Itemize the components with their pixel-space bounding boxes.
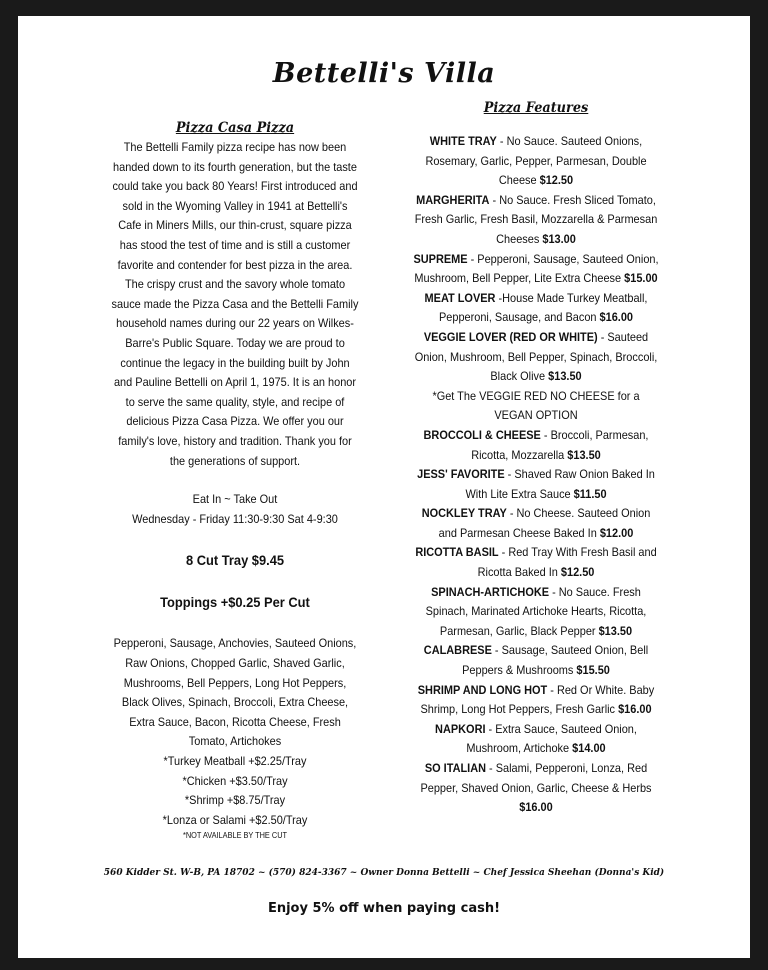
pizza-features-heading: Pizza Features bbox=[483, 100, 589, 116]
feature-name: NAPKORI bbox=[435, 721, 486, 736]
feature-desc: - Pepperoni, Sausage, Sauteed Onion, Mushroom, Bell Pepper, Lite Extra Cheese bbox=[414, 251, 659, 286]
feature-desc: - Broccoli, Parmesan, Ricotta, Mozzarella bbox=[471, 427, 649, 462]
feature-desc: - No Sauce. Sauteed Onions, Rosemary, Garlic, Pepper, Parmesan, Double Cheese bbox=[425, 134, 647, 188]
extra-chicken: *Chicken +$3.50/Tray bbox=[182, 773, 288, 788]
toppings-list: Pepperoni, Sausage, Anchovies, Sauteed Onions, Raw Onions, Chopped Garlic, Shaved Garlic, Mushrooms, Bell Peppers, Long Hot Peppers, Black Olives, Spinach, Broccoli, Extra Cheese, Extra Sauce, Bacon, Ricotta Cheese, Fresh Tomato, Artichokes bbox=[113, 636, 357, 749]
vegan-option-note bbox=[413, 387, 660, 426]
feature-price: $12.50 bbox=[539, 173, 574, 188]
feature-price: $15.00 bbox=[624, 271, 658, 286]
feature-price: $13.50 bbox=[567, 447, 601, 462]
feature-item bbox=[413, 641, 660, 680]
feature-price: $15.50 bbox=[576, 663, 610, 678]
feature-desc: -House Made Turkey Meatball, Pepperoni, Sausage, and Bacon bbox=[438, 290, 648, 325]
vegan-note-text: *Get The VEGGIE RED NO CHEESE for a VEGAN OPTION bbox=[432, 388, 640, 423]
pizza-casa-heading: Pizza Casa Pizza bbox=[175, 120, 295, 136]
feature-item bbox=[413, 681, 660, 720]
feature-name: MARGHERITA bbox=[416, 192, 490, 207]
feature-item bbox=[413, 328, 660, 387]
feature-item bbox=[413, 504, 660, 543]
feature-desc: - Sauteed Onion, Mushroom, Bell Pepper, Spinach, Broccoli, Black Olive bbox=[414, 329, 658, 384]
feature-price: $14.00 bbox=[572, 741, 606, 756]
feature-name: JESS' FAVORITE bbox=[417, 467, 505, 482]
eat-in-take-out: Eat In ~ Take Out bbox=[192, 492, 278, 507]
feature-name: CALABRESE bbox=[423, 643, 492, 658]
extra-lonza-salami: *Lonza or Salami +$2.50/Tray bbox=[162, 812, 308, 827]
feature-desc: - Red Or White. Baby Shrimp, Long Hot Peppers, Fresh Garlic bbox=[420, 682, 655, 717]
extra-turkey-meatball: *Turkey Meatball +$2.25/Tray bbox=[163, 754, 307, 769]
feature-name: NOCKLEY TRAY bbox=[421, 506, 507, 521]
feature-item bbox=[413, 759, 660, 818]
hours-text: Wednesday - Friday 11:30-9:30 Sat 4-9:30 bbox=[132, 511, 338, 526]
feature-price: $11.50 bbox=[573, 486, 607, 501]
toppings-heading: Toppings +$0.25 Per Cut bbox=[160, 593, 310, 610]
cash-discount-note: Enjoy 5% off when paying cash! bbox=[267, 901, 501, 916]
left-column bbox=[111, 118, 359, 842]
cut-tray-price: 8 Cut Tray $9.45 bbox=[185, 552, 285, 569]
feature-price: $16.00 bbox=[599, 310, 634, 325]
right-column bbox=[413, 98, 660, 818]
feature-item bbox=[413, 720, 660, 759]
feature-price: $13.50 bbox=[548, 369, 582, 384]
feature-price: $16.00 bbox=[618, 702, 652, 717]
menu-title: Bettelli's Villa bbox=[272, 58, 496, 89]
feature-name: SO ITALIAN bbox=[424, 761, 487, 775]
feature-item bbox=[413, 583, 660, 642]
feature-desc: - Sausage, Sauteed Onion, Bell Peppers & Mushrooms bbox=[462, 643, 649, 678]
feature-price: $13.00 bbox=[542, 231, 576, 246]
feature-item bbox=[413, 132, 660, 191]
feature-desc: - Shaved Raw Onion Baked In With Lite Extra Sauce bbox=[465, 467, 655, 501]
feature-item bbox=[413, 465, 660, 504]
history-paragraph: The Bettelli Family pizza recipe has now been handed down to its fourth generation, but the taste could take you back 80 Years! First introduced and sold in the Wyoming Valley in 1941 at Bettelli's Cafe in Miners Mills, our thin-crust, square pizza has stood the test of time and is still a customer favorite and contender for best pizza in the area. The crispy crust and the savory whole tomato sauce made the Pizza Casa and the Bettelli Family household names during our 22 years on Wilkes-Barre's Public Square. Today we are proud to continue the legacy in the building built by John and Pauline Bettelli on April 1, 1975. It is an honor to serve the same quality, style, and recipe of delicious Pizza Casa Pizza. We offer you our family's love, history and tradition. Thank you for the generations of support. bbox=[111, 140, 359, 468]
footer-address: 560 Kidder St. W-B, PA 18702 ~ (570) 824-3367 ~ Owner Donna Bettelli ~ Chef Jessica Sheehan (Donna's Kid) bbox=[103, 868, 665, 878]
feature-name: MEAT LOVER bbox=[424, 290, 496, 305]
not-available-note: *NOT AVAILABLE BY THE CUT bbox=[182, 831, 288, 841]
feature-name: SPINACH-ARTICHOKE bbox=[431, 584, 550, 599]
feature-name: VEGGIE LOVER (RED OR WHITE) bbox=[423, 329, 598, 344]
feature-item bbox=[413, 289, 660, 328]
menu-page bbox=[18, 16, 750, 958]
feature-name: WHITE TRAY bbox=[429, 134, 497, 148]
feature-desc: - Red Tray With Fresh Basil and Ricotta Baked In bbox=[477, 545, 657, 580]
feature-item bbox=[413, 191, 660, 250]
feature-name: BROCCOLI & CHEESE bbox=[423, 427, 541, 442]
feature-desc: - Extra Sauce, Sauteed Onion, Mushroom, Artichoke bbox=[466, 721, 637, 756]
feature-price: $13.50 bbox=[598, 623, 633, 638]
feature-price: $16.00 bbox=[519, 800, 553, 815]
feature-name: SUPREME bbox=[413, 251, 468, 266]
feature-price: $12.50 bbox=[560, 565, 595, 580]
feature-desc: - Salami, Pepperoni, Lonza, Red Pepper, Shaved Onion, Garlic, Cheese & Herbs bbox=[420, 761, 652, 795]
feature-item bbox=[413, 426, 660, 465]
feature-item bbox=[413, 250, 660, 289]
extra-shrimp: *Shrimp +$8.75/Tray bbox=[184, 793, 286, 808]
feature-price: $12.00 bbox=[599, 525, 634, 540]
feature-desc: - No Sauce. Fresh Sliced Tomato, Fresh Garlic, Fresh Basil, Mozzarella & Parmesan Cheeses bbox=[414, 192, 658, 246]
feature-item bbox=[413, 543, 660, 582]
feature-desc: - No Cheese. Sauteed Onion and Parmesan Cheese Baked In bbox=[438, 506, 651, 540]
feature-name: RICOTTA BASIL bbox=[415, 545, 499, 560]
feature-desc: - No Sauce. Fresh Spinach, Marinated Artichoke Hearts, Ricotta, Parmesan, Garlic, Black Pepper bbox=[425, 584, 647, 638]
feature-name: SHRIMP AND LONG HOT bbox=[417, 682, 548, 697]
